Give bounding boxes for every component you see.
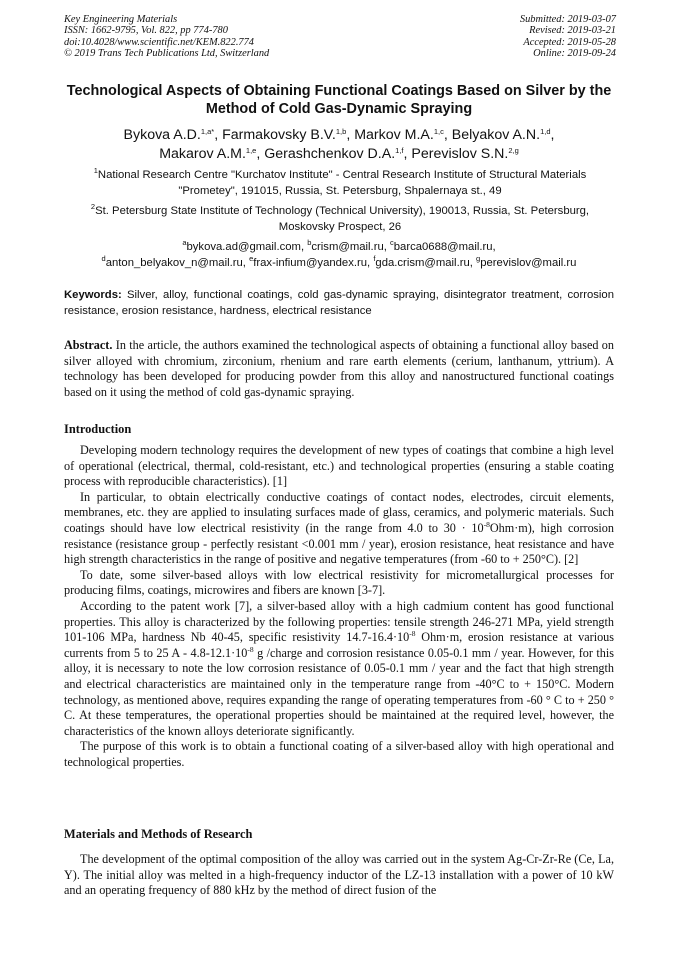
doi-line: doi:10.4028/www.scientific.net/KEM.822.774 bbox=[64, 36, 254, 48]
email-list: $^a$bykova.ad@gmail.com, $^b$crism@mail.ru, $^c$barca0688@mail.ru, $^d$anton_belyakov_n@mail.ru, $^e$frax-infium@yandex.ru, $^f$gda.crism@mail.ru, $^g$perevislov@mail.ru bbox=[101, 238, 577, 269]
author-list: Bykova A.D.$^{1,a*}$, Farmakovsky B.V.$^{1,b}$, Markov M.A.$^{1,c}$, Belyakov A.N.$^{1,d}$, Makarov A.M.$^{1,e}$, Gerashchenkov D.A.$^{1,f}$, Perevislov S.N.$^{2,g}$ bbox=[123, 127, 555, 162]
email[interactable]: $^g$perevislov@mail.ru bbox=[476, 253, 577, 269]
section-heading-introduction: Introduction bbox=[64, 422, 132, 436]
methods-body bbox=[64, 852, 614, 899]
affiliation-1: $^1$National Research Centre "Kurchatov Institute" - Central Research Institute of Structural Materials "Prometey", 191015, Russia, St. Petersburg, Shpalernaya st., 49 bbox=[93, 166, 587, 197]
paper-title: Technological Aspects of Obtaining Functional Coatings Based on Silver by the Method of Cold Gas-Dynamic Spraying bbox=[66, 83, 612, 117]
author: Bykova A.D.$^{1,a*}$ bbox=[123, 127, 215, 143]
keywords-text: Silver, alloy, functional coatings, cold gas-dynamic spraying, disintegrator treatment, corrosion resistance, erosion resistance, hardness, electrical resistance bbox=[64, 289, 614, 317]
introduction-body bbox=[64, 443, 614, 770]
paragraph: Developing modern technology requires the development of new types of coatings that combine a high level of operational (electrical, thermal, cold-resistant, etc.) and technological properties (ensuring a stable coating process with reproducible characteristics). [1] bbox=[64, 443, 614, 489]
paragraph: The purpose of this work is to obtain a functional coating of a silver-based alloy with high operational and technological properties. bbox=[64, 739, 614, 769]
email[interactable]: $^a$bykova.ad@gmail.com bbox=[182, 238, 301, 253]
abstract-text: In the article, the authors examined the technological aspects of obtaining a functional alloy based on silver alloyed with chromium, zirconium, rhenium and rare earth elements (cerium, lanthanum, yttrium). A technology has been developed for producing powder from this alloy and nanostructured functional coatings based on it using the method of cold gas-dynamic spraying. bbox=[64, 338, 614, 399]
email[interactable]: $^d$anton_belyakov_n@mail.ru bbox=[101, 253, 243, 269]
author: Markov M.A.$^{1,c}$ bbox=[354, 127, 444, 143]
submitted-date: Submitted: 2019-03-07 bbox=[519, 14, 616, 25]
paragraph: According to the patent work [7], a silver-based alloy with a high cadmium content has good functional properties. This alloy is characterized by the following properties: tensile strength 246-271 MPa, yield strength 101-106 MPa, hardness Nb 40-45, specific resistivity $14.7-16.4\cdot 10^{-8}$ Ohm·m, erosion resistance at various currents from 5 to 25 $A - 4.8-12.1\cdot 10^{-8}$ g /charge and corrosion resistance 0.05-0.1 mm / year. However, for this alloy, it is necessary to note the low corrosion resistance of 0.05-0.1 mm / year and the fact that high strength and electrical characteristics are maintained only in the temperature range from -40°C to + 150°C. Modern technology, as mentioned above, requires expanding the range of operating temperatures from -60 ° C to + 250 ° C. At these temperatures, the operational properties should be maintained at the required level, however, the characteristics of the known alloys deteriorate significantly. bbox=[64, 598, 615, 738]
author: Farmakovsky B.V.$^{1,b}$ bbox=[222, 127, 347, 143]
section-heading-methods: Materials and Methods of Research bbox=[64, 827, 253, 841]
author: Gerashchenkov D.A.$^{1,f}$ bbox=[264, 146, 404, 162]
keywords bbox=[64, 288, 614, 319]
paragraph: In particular, to obtain electrically conductive coatings of contact nodes, electrodes, circuit elements, membranes, etc. they are applied to insulating surfaces made of glass, ceramics, and polymeric materials. Such coatings should have low electrical resistivity (in the range from 4.0 to $30 \cdot 10^{-8}Ohm\cdot m$), high corrosion resistance (resistance group - perfectly resistant <0.001 mm / year), erosion resistance, heat resistance and have high strength characteristics in the range of positive and negative temperatures (from -60 to + 250°C). [2] bbox=[64, 489, 614, 567]
dates-header bbox=[520, 14, 616, 60]
author: Belyakov A.N.$^{1,d}$ bbox=[451, 127, 551, 143]
journal-name: Key Engineering Materials bbox=[64, 14, 178, 25]
keywords-label: Keywords: bbox=[64, 289, 122, 301]
email[interactable]: $^e$frax-infium@yandex.ru bbox=[249, 253, 368, 269]
issn-line: ISSN: 1662-9795, Vol. 822, pp 774-780 bbox=[64, 25, 228, 37]
abstract bbox=[64, 338, 614, 400]
accepted-date: Accepted: 2019-05-28 bbox=[523, 36, 616, 48]
paragraph: The development of the optimal composition of the alloy was carried out in the system Ag-Cr-Zr-Re (Ce, La, Y). The initial alloy was melted in a high-frequency inductor of the LZ-13 installation with a power of 10 kW and an operating frequency of 880 kHz by the method of direct fusion of the bbox=[64, 852, 614, 898]
abstract-label: Abstract. bbox=[64, 338, 113, 352]
author: Perevislov S.N.$^{2,g}$ bbox=[411, 146, 519, 162]
email[interactable]: $^c$barca0688@mail.ru bbox=[390, 238, 493, 253]
email[interactable]: $^b$crism@mail.ru bbox=[307, 238, 384, 253]
journal-header bbox=[64, 14, 269, 60]
copyright-line: © 2019 Trans Tech Publications Ltd, Switzerland bbox=[64, 48, 270, 60]
email[interactable]: $^f$gda.crism@mail.ru bbox=[373, 253, 470, 269]
affiliation-2: $^2$St. Petersburg State Institute of Technology (Technical University), 190013, Russia, St. Petersburg, Moskovsky Prospect, 26 bbox=[90, 202, 590, 233]
revised-date: Revised: 2019-03-21 bbox=[529, 25, 616, 37]
paragraph: To date, some silver-based alloys with low electrical resistivity for micrometallurgical processes for producing films, coatings, microwires and fibers are known [3-7]. bbox=[64, 567, 614, 598]
author: Makarov A.M.$^{1,e}$ bbox=[159, 146, 257, 162]
online-date: Online: 2019-09-24 bbox=[533, 48, 616, 60]
